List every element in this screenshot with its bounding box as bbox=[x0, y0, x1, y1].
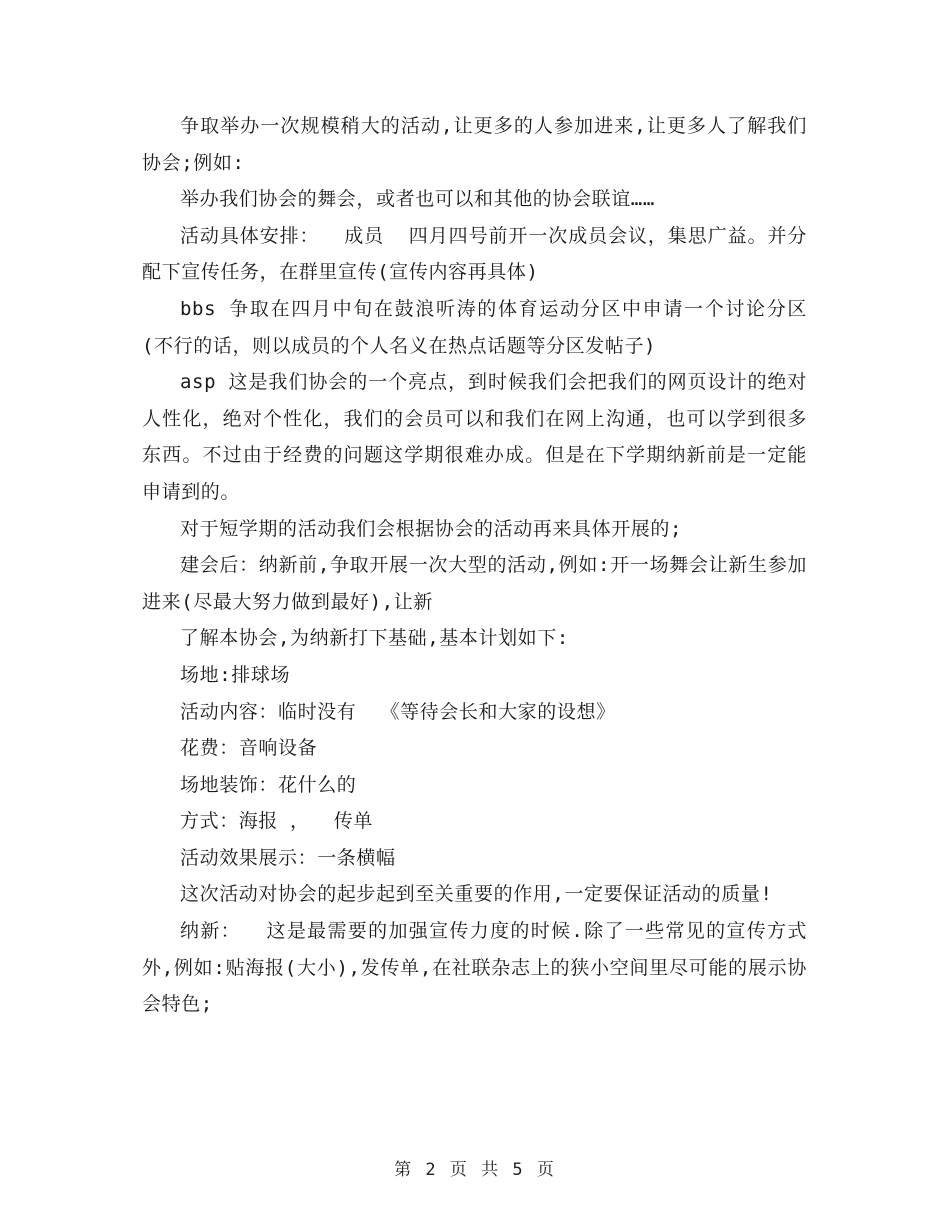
paragraph-after-founding: 建会后：纳新前,争取开展一次大型的活动,例如:开一场舞会让新生参加进来(尽最大努力做到最好),让新 bbox=[142, 554, 807, 613]
document-body bbox=[142, 108, 807, 1023]
paragraph-activity-arrangement: 活动具体安排： 成员 四月四号前开一次成员会议，集思广益。并分配下宣传任务，在群里宣传(宣传内容再具体) bbox=[142, 224, 807, 284]
paragraph-importance: 这次活动对协会的起步起到至关重要的作用,一定要保证活动的质量! bbox=[180, 883, 773, 906]
paragraph-basic-plan: 了解本协会,为纳新打下基础,基本计划如下: bbox=[180, 627, 569, 650]
paragraph-dance-party: 举办我们协会的舞会，或者也可以和其他的协会联谊…… bbox=[180, 188, 655, 211]
paragraph-decoration: 场地装饰：花什么的 bbox=[180, 773, 357, 796]
paragraph-display: 活动效果展示：一条横幅 bbox=[180, 846, 396, 869]
paragraph-method: 方式：海报 ， 传单 bbox=[180, 810, 373, 833]
paragraph-plan-intro: 争取举办一次规模稍大的活动,让更多的人参加进来,让更多人了解我们协会;例如: bbox=[142, 115, 807, 174]
paragraph-cost: 花费：音响设备 bbox=[180, 737, 318, 760]
paragraph-asp: asp 这是我们协会的一个亮点，到时候我们会把我们的网页设计的绝对人性化，绝对个性化，我们的会员可以和我们在网上沟通，也可以学到很多东西。不过由于经费的问题这学期很难办成。但是在下学期纳新前是一定能申请到的。 bbox=[142, 371, 807, 503]
paragraph-bbs: bbs 争取在四月中旬在鼓浪听涛的体育运动分区中申请一个讨论分区(不行的话，则以成员的个人名义在热点话题等分区发帖子) bbox=[142, 297, 807, 357]
paragraph-content: 活动内容：临时没有 《等待会长和大家的设想》 bbox=[180, 700, 616, 723]
paragraph-short-term: 对于短学期的活动我们会根据协会的活动再来具体开展的; bbox=[180, 517, 683, 540]
page-number-footer: 第 2 页 共 5 页 bbox=[394, 1160, 556, 1180]
paragraph-venue: 场地:排球场 bbox=[180, 663, 291, 686]
paragraph-recruitment: 纳新： 这是最需要的加强宣传力度的时候.除了一些常见的宣传方式外,例如:贴海报(大小),发传单,在社联杂志上的狭小空间里尽可能的展示协会特色; bbox=[142, 920, 807, 1016]
